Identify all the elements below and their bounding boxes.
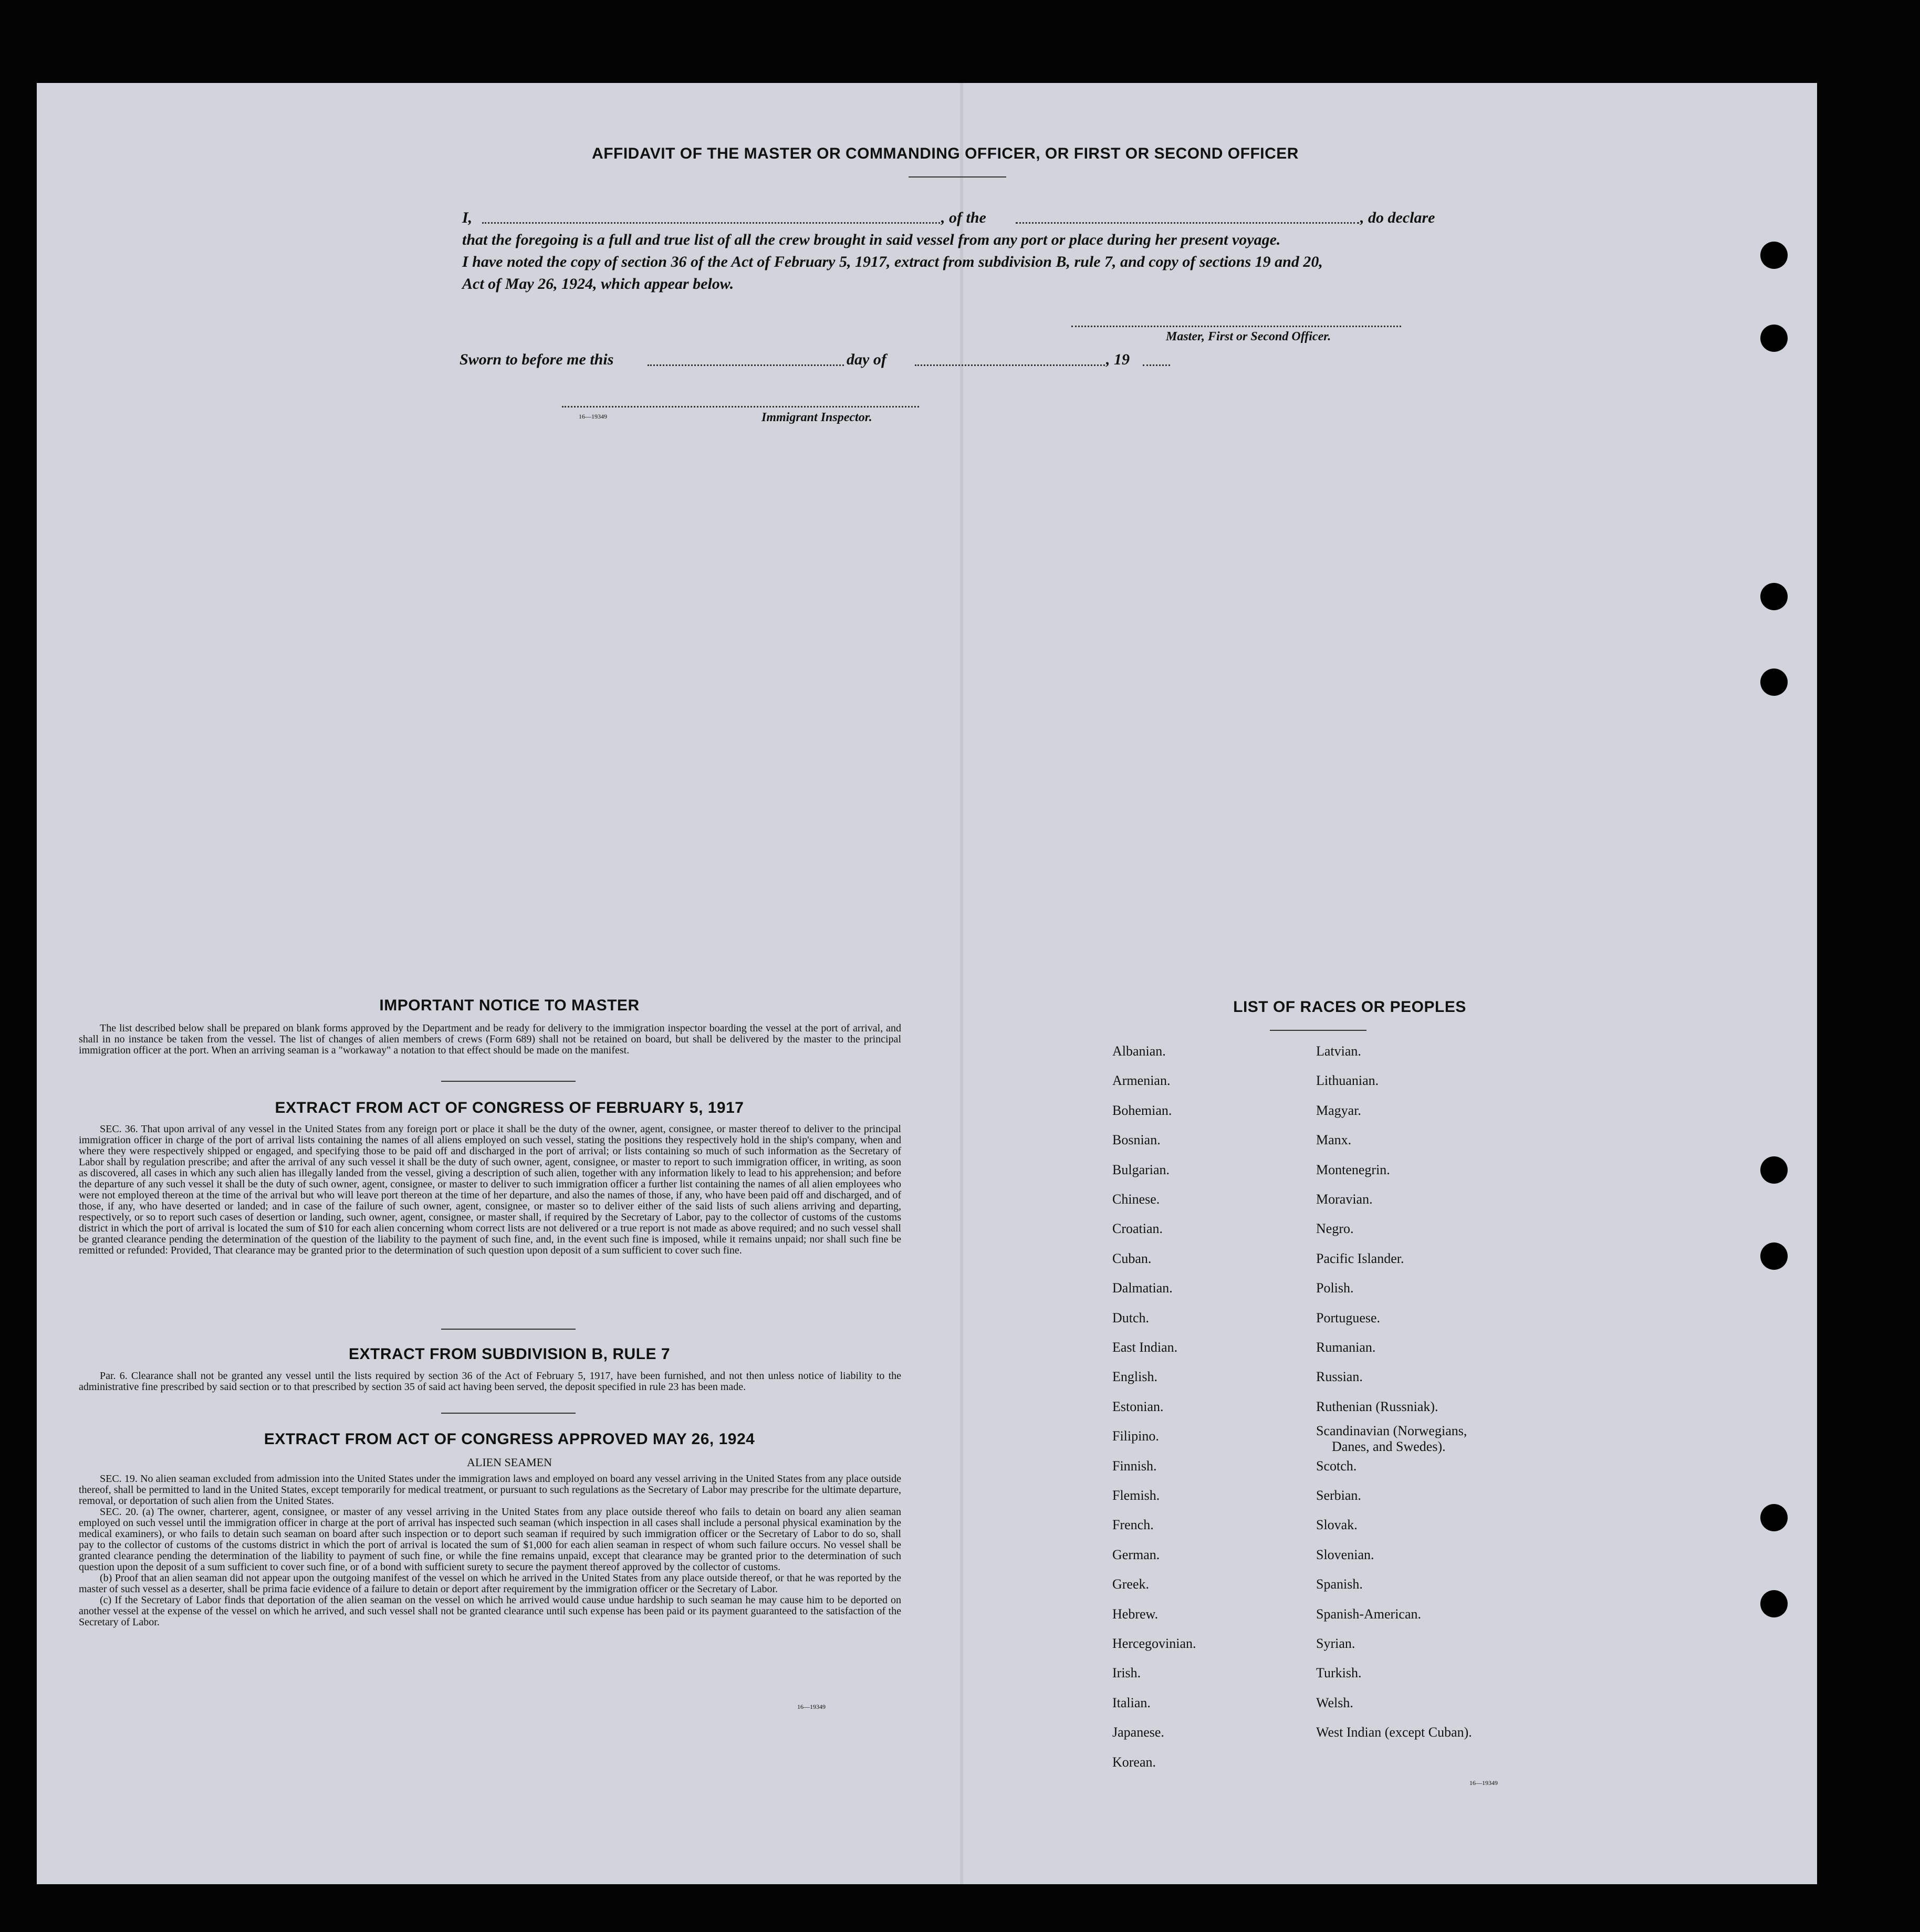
section-20c-paragraph: (c) If the Secretary of Labor finds that deportation of the alien seaman on the vessel on which he arrived would cause undue hardship to such seaman he may cause him to be deported on another vessel at the expense of the vessel on which he arrived, and such vessel shall not be granted clearance until such expense has been paid or its payment guaranteed to the satisfaction of the Secretary of Labor. (79, 1594, 901, 1628)
race-item: Serbian. (1316, 1488, 1361, 1503)
section-36-paragraph: SEC. 36. That upon arrival of any vessel in the United States from any foreign port or place it shall be the duty of the owner, agent, consignee, or master thereof to deliver to the principal immigration officer in charge of the port of arrival lists containing the names of all aliens employed on such vessel, stating the positions they respectively hold in the ship's company, when and where they were respectively shipped or engaged, and specifying those to be paid off and discharged in the port of arrival; or lists containing so much of such information as the Secretary of Labor shall by regulation prescribe; and after the arrival of any such vessel it shall be the duty of such owner, agent, consignee, or master to report to such immigration officer, in writing, as soon as discovered, all cases in which any such alien has illegally landed from the vessel, giving a description of such alien, together with any information likely to lead to his apprehension; and before the departure of any such vessel it shall be the duty of such owner, agent, consignee, or master to deliver to such immigration officer a further list containing the names of all alien employees who were not employed thereon at the time of the arrival but who will leave port thereon at the time of her departure, and also the names of those, if any, who have been paid off and discharged, and of those, if any, who have deserted or landed; and in case of the failure of such owner, agent, consignee, or master so to deliver either of the said lists of such aliens arriving and departing, respectively, or so to report such cases of desertion or landing, such owner, agent, consignee, or master shall, if required by the Secretary of Labor, pay to the collector of customs of the customs district in which the port of arrival is located the sum of $10 for each alien concerning whom correct lists are not delivered or a true report is not made as above required; and no such vessel shall be granted clearance pending the determination of the question of the liability to the payment of such fine, and, in the event such fine is imposed, while it remains unpaid; nor shall such fine be remitted or refunded: Provided, That clearance may be granted prior to the determination of such question upon deposit of a sum sufficient to cover such fine. (79, 1123, 901, 1256)
affidavit-title: AFFIDAVIT OF THE MASTER OR COMMANDING OFFICER, OR FIRST OR SECOND OFFICER (592, 145, 1299, 162)
affidavit-i: I, (462, 209, 473, 226)
race-item: Bosnian. (1112, 1132, 1161, 1148)
race-item: Pacific Islander. (1316, 1250, 1404, 1266)
binder-hole (1760, 242, 1788, 269)
race-item: Montenegrin. (1316, 1162, 1390, 1177)
affidavit-form-number: 16—19349 (579, 413, 607, 420)
race-item: Slovak. (1316, 1517, 1358, 1533)
race-item: Italian. (1112, 1695, 1151, 1710)
section-20a-paragraph: SEC. 20. (a) The owner, charterer, agent, consignee, or master of any vessel arriving in the United States from any place outside thereof who fails to detain on board any alien seaman employed on such vessel until the immigration officer in charge at the port of arrival has inspected such seaman (which inspection in all cases shall include a personal physical examination by the medical examiners), or who fails to detain such seaman on board after such inspection or to deport such seaman if required by such immigration officer or the Secretary of Labor to do so, shall pay to the collector of customs of the customs district in which the port of arrival is located the sum of $1,000 for each alien seaman in respect of whom such failure occurs. No vessel shall be granted clearance pending the determination of the liability to payment of such fine, or while the fine remains unpaid, except that clearance may be granted prior to the determination of such question upon the deposit of a sum sufficient to cover such fine, or of a bond with sufficient surety to secure the payment thereof approved by the collector of customs. (79, 1506, 901, 1573)
section-19-paragraph: SEC. 19. No alien seaman excluded from admission into the United States under the immigration laws and employed on board any vessel arriving in the United States from any place outside thereof, shall be permitted to land in the United States, except temporarily for medical treatment, or pursuant to such regulations as the Secretary of Labor may prescribe for the ultimate departure, removal, or deportation of such alien from the United States. (79, 1473, 901, 1507)
race-item: East Indian. (1112, 1340, 1178, 1355)
notice-body (79, 1023, 901, 1056)
par-6-paragraph: Par. 6. Clearance shall not be granted any vessel until the lists required by section 36 of the Act of February 5, 1917, have been furnished, and not then unless notice of liability to the administrative fine prescribed by said section or to that prescribed by section 35 of said act having been served, the deposit specified in rule 23 has been made. (79, 1370, 901, 1393)
race-item: Manx. (1316, 1132, 1352, 1148)
binder-hole (1760, 583, 1788, 610)
affidavit-line-4: Act of May 26, 1924, which appear below. (462, 275, 734, 293)
race-item: Rumanian. (1316, 1340, 1376, 1355)
extract-1917-body (79, 1124, 901, 1256)
affidavit-declare: , do declare (1360, 209, 1435, 226)
sworn-label: Sworn to before me this (460, 351, 614, 368)
affidavit-line-3: I have noted the copy of section 36 of the Act of February 5, 1917, extract from subdivision B, rule 7, and copy of sections 19 and 20, (462, 253, 1323, 270)
sworn-day-blank[interactable] (648, 364, 844, 366)
race-item: Syrian. (1316, 1636, 1355, 1651)
race-item: Flemish. (1112, 1488, 1160, 1503)
binder-hole (1760, 1242, 1788, 1270)
race-item: Scandinavian (Norwegians, (1316, 1423, 1467, 1439)
sworn-day-of: day of (847, 351, 886, 368)
extract-1917-rule (441, 1329, 576, 1330)
race-item: Armenian. (1112, 1073, 1171, 1089)
extract-1924-title: EXTRACT FROM ACT OF CONGRESS APPROVED MAY 26, 1924 (264, 1430, 755, 1448)
extract-1924-body (79, 1474, 901, 1628)
extract-form-number: 16—19349 (797, 1703, 826, 1710)
race-item: Spanish-American. (1316, 1606, 1422, 1622)
alien-seamen-subtitle: ALIEN SEAMEN (467, 1456, 552, 1469)
extract-rule7-title: EXTRACT FROM SUBDIVISION B, RULE 7 (348, 1345, 671, 1363)
race-item: Japanese. (1112, 1725, 1164, 1740)
race-item: Dutch. (1112, 1310, 1150, 1325)
race-item: Russian. (1316, 1369, 1363, 1385)
vessel-blank[interactable] (1016, 222, 1359, 224)
race-item: Korean. (1112, 1754, 1156, 1770)
race-item: French. (1112, 1517, 1154, 1533)
notice-title: IMPORTANT NOTICE TO MASTER (379, 997, 640, 1014)
page-fold (960, 83, 963, 1884)
race-item: Moravian. (1316, 1192, 1373, 1207)
title-rule (909, 176, 1006, 177)
race-item: Spanish. (1316, 1576, 1363, 1592)
sworn-year-label: , 19 (1106, 351, 1130, 368)
race-item: Hercegovinian. (1112, 1636, 1196, 1651)
inspector-caption: Immigrant Inspector. (761, 411, 872, 424)
race-item: Irish. (1112, 1665, 1141, 1681)
document-sheet (37, 83, 1817, 1884)
race-item: Danes, and Swedes). (1332, 1439, 1446, 1455)
extract-rule7-body (79, 1371, 901, 1393)
races-title: LIST OF RACES OR PEOPLES (1233, 998, 1466, 1016)
races-rule (1270, 1030, 1366, 1031)
race-item: Estonian. (1112, 1398, 1164, 1414)
extract-rule7-rule (441, 1413, 576, 1414)
race-item: Portuguese. (1316, 1310, 1381, 1325)
race-item: German. (1112, 1547, 1160, 1562)
race-item: Negro. (1316, 1221, 1354, 1237)
race-item: Ruthenian (Russniak). (1316, 1398, 1438, 1414)
race-item: Latvian. (1316, 1043, 1361, 1059)
race-item: Greek. (1112, 1576, 1150, 1592)
binder-hole (1760, 325, 1788, 352)
races-form-number: 16—19349 (1469, 1779, 1498, 1787)
race-item: Scotch. (1316, 1458, 1357, 1474)
race-item: Slovenian. (1316, 1547, 1374, 1562)
master-signature-line[interactable] (1071, 326, 1401, 327)
race-item: English. (1112, 1369, 1157, 1385)
affidavit-line-2: that the foregoing is a full and true list of all the crew brought in said vessel from any port or place during her present voyage. (462, 231, 1281, 248)
binder-hole (1760, 1590, 1788, 1617)
notice-paragraph: The list described below shall be prepared on blank forms approved by the Department and be ready for delivery to the immigration inspector boarding the vessel at the port of arrival, and shall in no instance be taken from the vessel. The list of changes of alien members of crews (Form 689) shall not be retained on board, but shall be delivered by the master to the principal immigration officer at the port. When an arriving seaman is a "workaway" a notation to that effect should be made on the manifest. (79, 1022, 901, 1056)
binder-hole (1760, 1504, 1788, 1531)
sworn-year-blank[interactable] (1143, 364, 1170, 366)
sworn-month-blank[interactable] (915, 364, 1105, 366)
race-item: Hebrew. (1112, 1606, 1159, 1622)
race-item: Lithuanian. (1316, 1073, 1379, 1089)
race-item: Dalmatian. (1112, 1280, 1173, 1296)
race-item: Bohemian. (1112, 1102, 1172, 1118)
race-item: Croatian. (1112, 1221, 1163, 1237)
extract-1917-title: EXTRACT FROM ACT OF CONGRESS OF FEBRUARY 5, 1917 (275, 1099, 744, 1116)
section-20b-paragraph: (b) Proof that an alien seaman did not appear upon the outgoing manifest of the vessel on which he arrived in the United States from any place outside thereof, or that he was reported by the master of such vessel as a deserter, shall be prima facie evidence of a failure to detain or deport after requirement by the immigration officer or the Secretary of Labor. (79, 1572, 901, 1595)
race-item: Finnish. (1112, 1458, 1157, 1474)
race-item: Albanian. (1112, 1043, 1166, 1059)
binder-hole (1760, 669, 1788, 696)
inspector-signature-line[interactable] (562, 406, 919, 408)
race-item: Cuban. (1112, 1250, 1152, 1266)
race-item: Filipino. (1112, 1428, 1159, 1444)
race-item: Turkish. (1316, 1665, 1362, 1681)
race-item: Bulgarian. (1112, 1162, 1170, 1177)
race-item: Magyar. (1316, 1102, 1361, 1118)
race-item: Welsh. (1316, 1695, 1353, 1710)
binder-hole (1760, 1156, 1788, 1184)
affidavit-of-the: , of the (941, 209, 986, 226)
notice-rule (441, 1081, 576, 1082)
race-item: West Indian (except Cuban). (1316, 1725, 1472, 1740)
race-item: Polish. (1316, 1280, 1354, 1296)
name-blank[interactable] (482, 222, 940, 224)
race-item: Chinese. (1112, 1192, 1160, 1207)
master-signature-caption: Master, First or Second Officer. (1166, 330, 1331, 343)
